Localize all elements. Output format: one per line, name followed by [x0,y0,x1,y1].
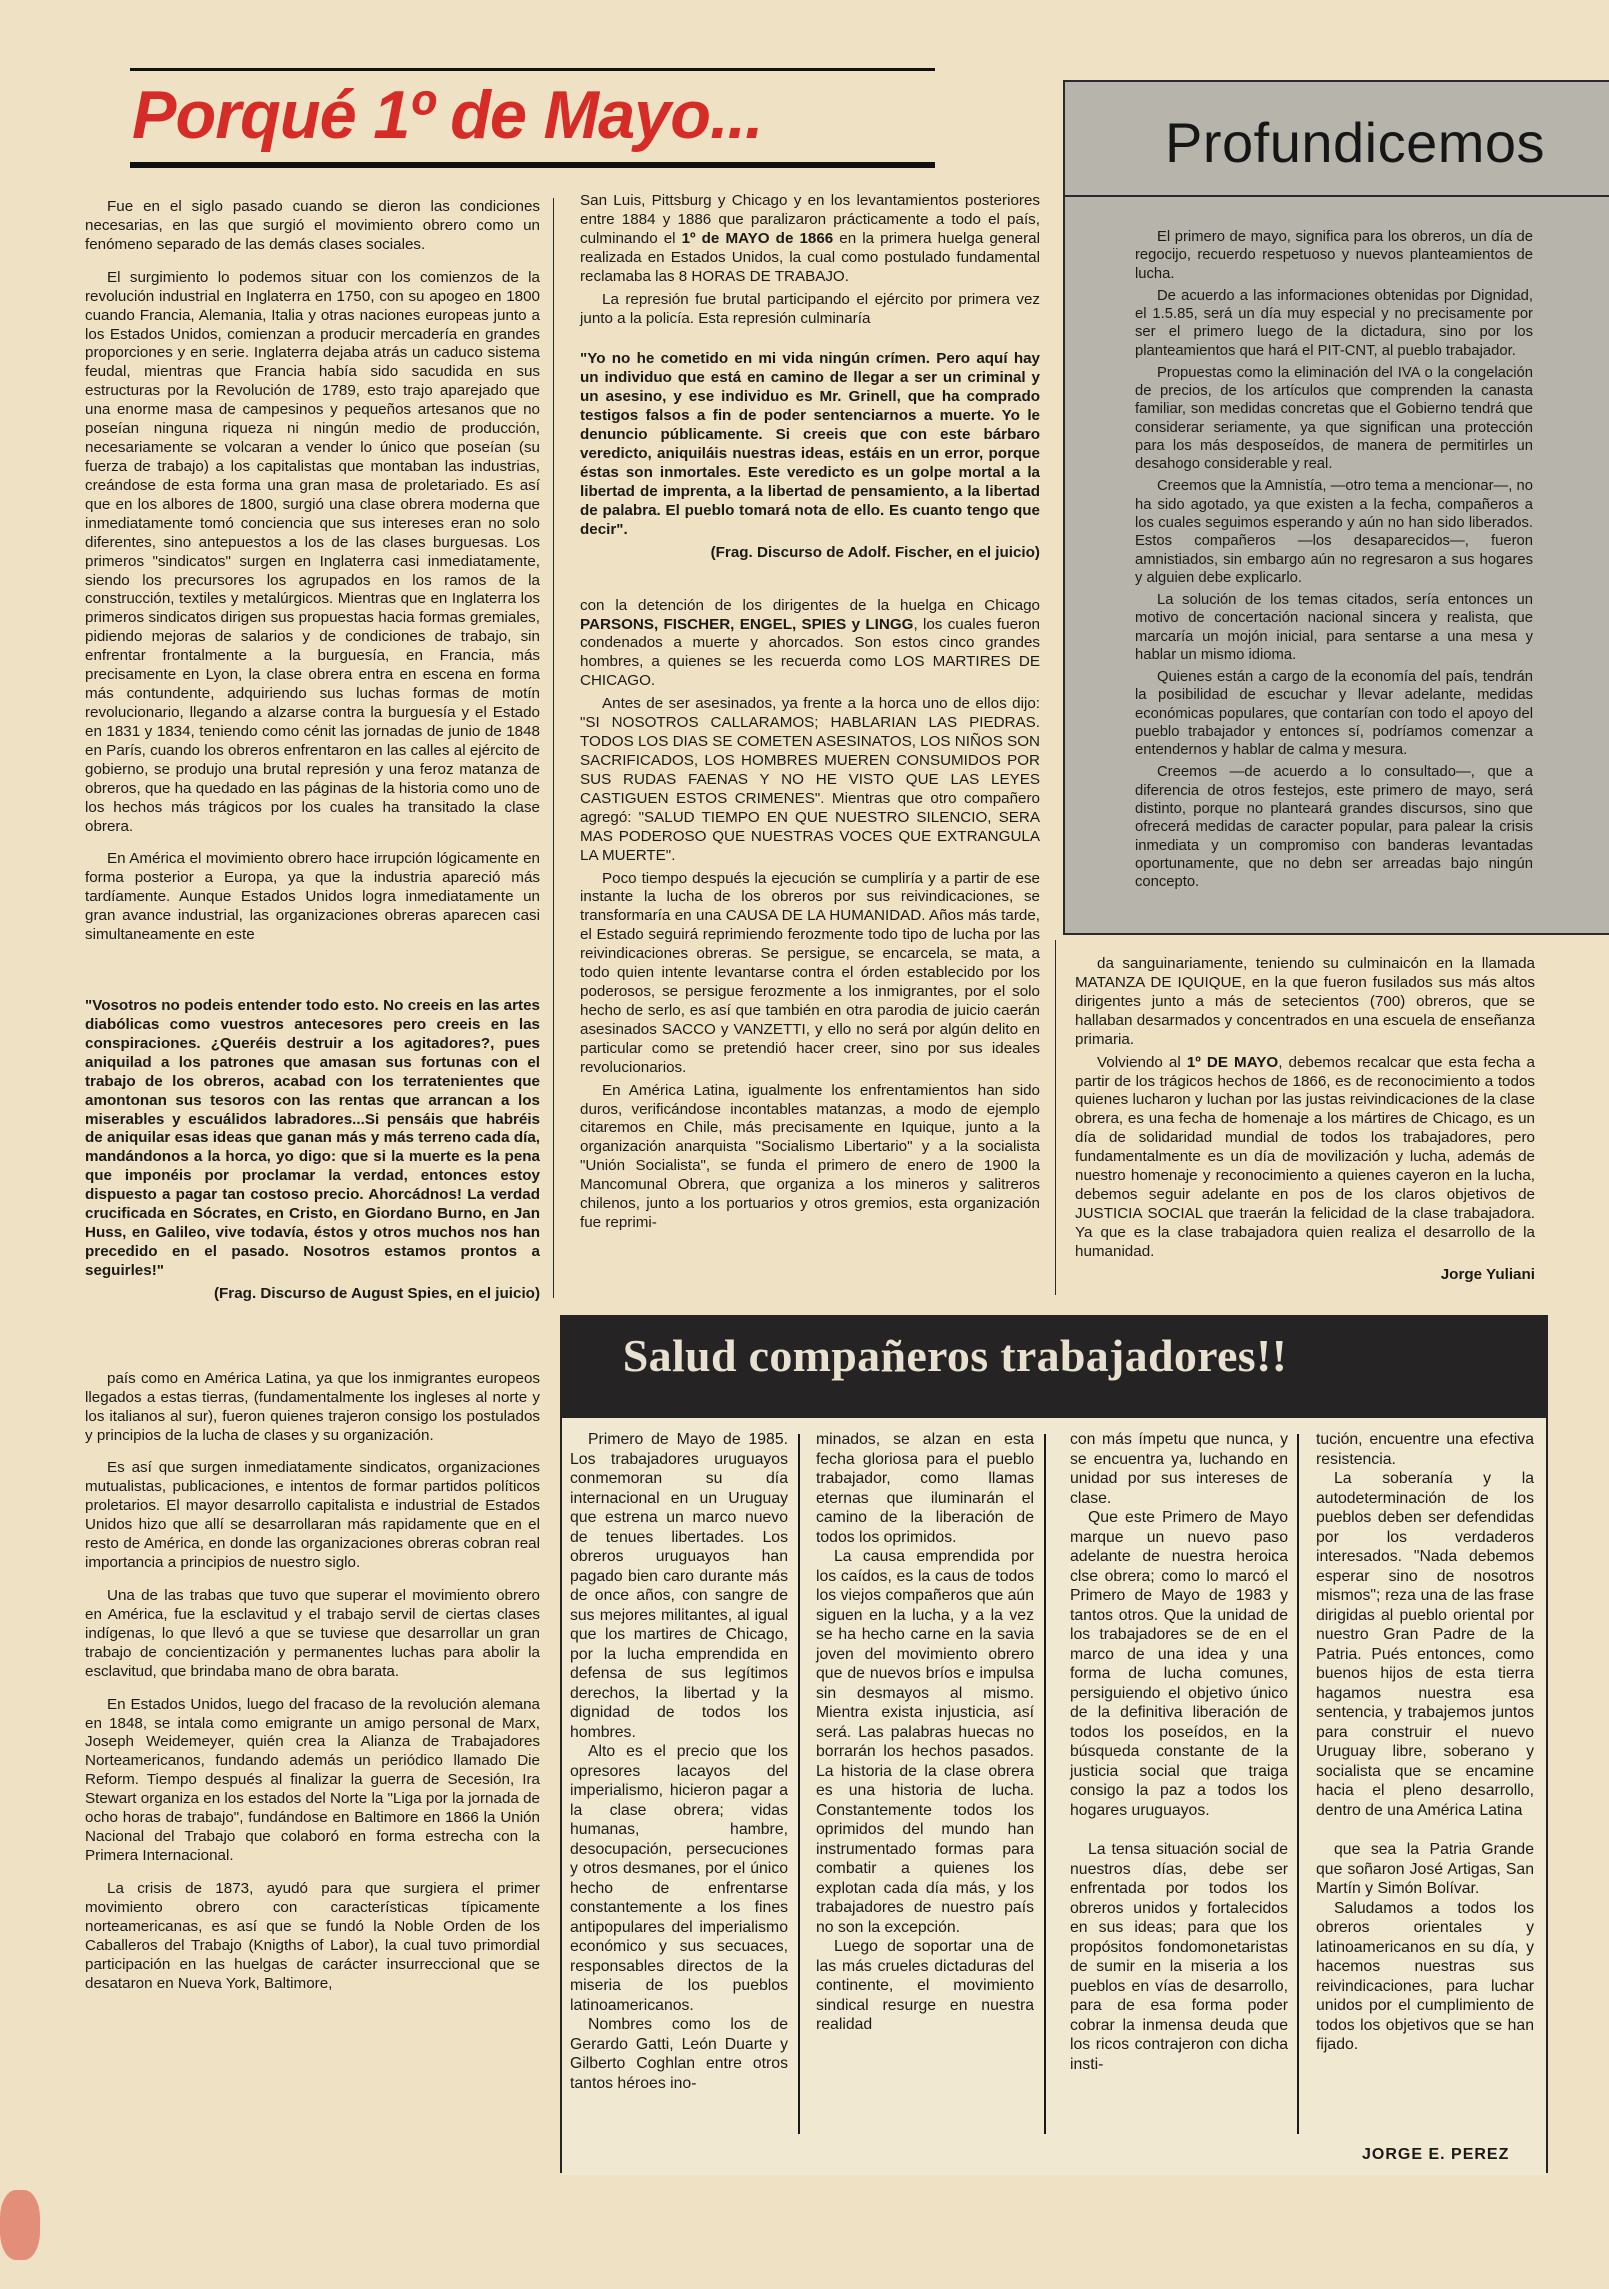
article-paragraph: da sanguinariamente, teniendo su culminaicón en la llamada MATANZA DE IQUIQUE, en la que fueron fusilados sus más altos dirigentes junto a más de setecientos (700) obreros, que se hallaban desarmados y concentrados en una escuela de enseñanza primaria. [1075,955,1535,1048]
fischer-quote-source: (Frag. Discurso de Adolf. Fischer, en el juicio) [710,543,1040,561]
text-run-bold: 1º DE MAYO [1186,1053,1279,1071]
article-column-1 [85,198,540,2007]
red-ink-stain [0,2190,40,2260]
page-headline: Porqué 1º de Mayo... [132,77,763,153]
salud-paragraph: La causa emprendida por los caídos, es la caus de todos los viejos compañeros que aún siguen en la lucha, y a la vez se ha hecho carne en la savia joven del movimiento obrero que de nuevos bríos e impulsa sin desmayos al mismo. Mientra exista injusticia, así será. Las palabras huecas no borrarán los hechos pasados. La historia de la clase obrera es una historia de lucha. Constantemente todos los oprimidos del mundo han instrumentado formas para combatir a quienes los explotan cada día más, y los trabajadores de nuestro país no son la excepción. [816,1548,1034,1936]
article-paragraph: En América el movimiento obrero hace irrupción lógicamente en forma posterior a Europa, ya que la industria apareció más tardíamente. Aunque Estados Unidos logra inmediatamente un gran avance industrial, las organizaciones obreras aparecen casi simultaneamente en este [85,850,540,944]
salud-column-divider [1297,1434,1299,2134]
salud-column-2 [816,1430,1034,2035]
article-column-3 [1075,955,1535,1299]
salud-column-4 [1316,1430,1534,2055]
article-paragraph: En Estados Unidos, luego del fracaso de la revolución alemana en 1848, se intala como emigrante un amigo personal de Marx, Joseph Weidemeyer, quién crea la Alianza de Trabajadores Norteamericanos, fundando además un periódico llamado Die Reform. Tiempo después al finalizar la guerra de Secesión, Ira Stewart organiza en los estados del Norte la "Liga por la jornada de ocho horas de trabajo", fundándose en Baltimore en 1866 la Unión Nacional del Trabajo que colaboró en forma estrecha con la Primera Internacional. [85,1695,540,1864]
salud-signature: JORGE E. PEREZ [1362,2146,1510,2163]
salud-paragraph: Alto es el precio que los opresores lacayos del imperialismo, hicieron pagar a la clase obrera; vidas humanas, hambre, desocupación, persecuciones y otros desmanes, por el único hecho de enfrentarse constantemente a los fines antipopulares del imperialismo económico y sus secuaces, responsables directos de la miseria de los pueblos latinoamericanos. [570,1743,788,2014]
spies-quote: "Vosotros no podeis entender todo esto. No creeis en las artes diabólicas como vuestros antecesores pero creeis en las conspiraciones. ¿Queréis destruir a los agitadores?, pues aniquilad a los patrones que amasan sus fortunas con el trabajo de los obreros, acabad con los terratenientes que amontonan sus tesoros con las rentas que arrancan a los miserables y escuálidos labradores...Si pensáis que habréis de aniquilar esas ideas que ganan más y más terreno cada día, mandándonos a la horca, yo digo: que si la muerte es la pena que imponéis por proclamar la verdad, entonces estoy dispuesto a pagar tan costoso precio. Ahorcádnos! La verdad crucificada en Sócrates, en Cristo, en Giordano Burno, en Jan Huss, en Galileo, vive todavía, éstos y otros muchos nos han precedido en el pasado. Nosotros estamos prontos a seguirles!" [85,997,540,1279]
sidebar-paragraph: La solución de los temas citados, sería entonces un motivo de concertación nacional sincera y realista, que marcaría un mojón inicial, para sentarse a una mesa y hablar un mismo idioma. [1135,592,1533,663]
article-paragraph [1075,1054,1535,1262]
text-run: Volviendo al [1097,1053,1187,1071]
article-paragraph: El surgimiento lo podemos situar con los comienzos de la revolución industrial en Inglaterra en 1750, con su apogeo en 1800 cuando Francia, Alemania, Italia y otras naciones europeas junto a los Estados Unidos, comienzan a producir mercadería en grandes proporciones y en serie. Inglaterra dejaba atrás un caduco sistema feudal, mientras que Francia había sido sacudida en sus estructuras por la Revolución de 1789, esto trajo aparejado que una enorme masa de campesinos y pequeños artesanos que no poseían ninguna riqueza ni ningún medio de producción, necesariamente se volcaran a vender lo único que poseían (su fuerza de trabajo) a los capitalistas que montaban las industrias, creándose de esta forma una gran masa de proletariado. Es así que en los albores de 1800, surgió una clase obrera moderna que inmediatamente tomó conciencia que sus intereses eran no solo diferentes, sino antepuestos a los de las clases burguesas. Los primeros "sindicatos" surgen en Inglaterra casi inmediatamente, siendo los precursores los agrupados en los ramos de la construcción, textiles y metalúrgicos. Mientras que en Inglaterra los primeros sindicatos dirigen sus propuestas hacia formas gremiales, pidiendo mejoras de salarios y de condiciones de trabajo, sin enfrentar frontalmente a la burguesía, en Francia, más precisamente en Lyon, la clase obrera entra en escena en forma más contundente, adquiriendo sus luchas formas de motín revolucionario, llegando a alzarse contra la burguesía y el Estado en 1831 y 1834, teniendo como cénit las jornadas de junio de 1848 en París, cuando los obreros enfrentaron en las calles al ejército de gobierno, se produjo una brutal represión y una feroz matanza de obreros, que ha quedado en las páginas de la historia como uno de los hechos más trágicos por los cuales ha transitado la clase obrera. [85,268,540,835]
article-paragraph: En América Latina, igualmente los enfrentamientos han sido duros, verificándose incontables matanzas, a modo de ejemplo citaremos en Chile, más precisamente en Iquique, junto a la organización anarquista "Socialismo Libertario" y a la socialista "Unión Socialista", se funda el primero de enero de 1900 la Mancomunal Obrera, que organiza a los mineros y salitreros chilenos, junto a los portuarios y otros gremios, esta organización fue reprimi- [580,1081,1040,1232]
sidebar-paragraph: Quienes están a cargo de la economía del país, tendrán la posibilidad de escuchar y llevar adelante, medidas económicas populares, que contarían con todo el apoyo del pueblo trabajador y entonces sí, podríamos comenzar a entendernos y hablar de calma y mesura. [1135,669,1533,759]
article-signature: Jorge Yuliani [1440,1265,1535,1283]
text-run: , debemos recalcar que esta fecha a partir de los trágicos hechos de 1866, es de reconocimiento a todos quienes lucharon y luchan por las justas reivindicaciones de la clase obrera, es una fecha de homenaje a los mártires de Chicago, es un día de solidaridad mundial de todos los trabajadores, pero fundamentalmente es un día de movilización y lucha, además de nuestro homenaje y reconocimiento a quienes cayeron en la lucha, debemos seguir adelante en pos de los claros objetivos de JUSTICIA SOCIAL que traerán la felicidad de la clase trabajadora. Ya que es la clase trabajadora quien realiza el desarrollo de la humanidad. [1075,1053,1535,1260]
salud-paragraph: tución, encuentre una efectiva resistencia. [1316,1431,1534,1468]
salud-paragraph: Luego de soportar una de las más crueles dictaduras del continente, el movimiento sindical resurge en nuestra realidad [816,1938,1034,2033]
text-run: San Luis, Pittsburg y Chicago y en los levantamientos posteriores entre 1884 y 1886 que paralizaron prácticamente a todo el país, culminando el [580,192,1040,247]
salud-paragraph: Saludamos a todos los obreros orientales y latinoamericanos en su día, y hacemos nuestras sus reivindicaciones, para luchar unidos por el cumplimiento de todos los objetivos que se han fijado. [1316,1899,1534,2053]
article-paragraph: Fue en el siglo pasado cuando se dieron las condiciones necesarias, en las que surgió el movimiento obrero como un fenómeno separado de las demás clases sociales. [85,198,540,253]
salud-column-divider [798,1434,800,2134]
article-paragraph: La represión fue brutal participando el ejército por primera vez junto a la policía. Esta represión culminaría [580,290,1040,327]
salud-column-1 [570,1430,788,2093]
text-run-bold: PARSONS, FISCHER, ENGEL, SPIES y LINGG [580,615,914,633]
sidebar-paragraph: Creemos que la Amnistía, —otro tema a mencionar—, no ha sido agotado, ya que existen a la fecha, compañeros a los cuales seguimos esperando y aún no han sido liberados. Estos compañeros —los desaparecidos—, fueron amnistiados, sin embargo aún no regresaron a sus hogares y alguien debe explicarlo. [1135,478,1533,586]
column-divider [1055,940,1056,1295]
salud-column-divider [1044,1434,1046,2134]
salud-paragraph: La soberanía y la autodeterminación de los pueblos deben ser defendidas por los verdaderos interesados. "Nada debemos esperar sino de nosotros mismos"; reza una de las frase dirigidas al pueblo oriental por nuestro Gran Padre de la Patria. Pués entonces, como buenos hijos de esta tierra hagamos nuestra esa sentencia, y trabajemos juntos para construir el nuevo Uruguay libre, soberano y socialista que se encamine hacia el pleno desarrollo, dentro de una América Latina [1316,1470,1534,1819]
article-paragraph [580,192,1040,287]
article-column-2 [580,192,1040,1237]
spies-quote-source: (Frag. Discurso de August Spies, en el juicio) [213,1284,540,1302]
sidebar-paragraph: Creemos —de acuerdo a lo consultado—, que a diferencia de otros festejos, este primero de mayo, será distinto, porque no planteará grandes discursos, sino que ofrecerá medidas de caracter popular, para palear la crisis inmediata y un compromiso con banderas levantadas oportunamente, que no debn ser arreadas bajo ningún concepto. [1135,764,1533,891]
profundicemos-title: Profundicemos [1165,111,1546,174]
text-run: con la detención de los dirigentes de la huelga en Chicago [580,596,1040,614]
salud-paragraph: Nombres como los de Gerardo Gatti, León Duarte y Gilberto Coghlan entre otros tantos héroes ino- [570,2016,788,2092]
salud-paragraph: que sea la Patria Grande que soñaron José Artigas, San Martín y Simón Bolívar. [1316,1841,1534,1897]
article-paragraph: La crisis de 1873, ayudó para que surgiera el primer movimiento obrero con características típicamente norteamericanas, es así que se fundó la Noble Orden de los Caballeros del Trabajo (Knigths of Labor), la cual tuvo primordial participación en las huelgas de carácter insurreccional que se desataron en Nueva York, Baltimore, [85,1879,540,1992]
text-run: , los cuales fueron condenados a muerte y ahorcados. Son estos cinco grandes hombres, a quienes se les recuerda como LOS MARTIRES DE CHICAGO. [580,615,1040,690]
article-paragraph [580,597,1040,692]
article-paragraph: Poco tiempo después la ejecución se cumpliría y a partir de ese instante la lucha de los obreros por sus reivindicaciones, se transformaría en una CAUSA DE LA HUMANIDAD. Años más tarde, el Estado seguirá reprimiendo ferozmente todo tipo de lucha por las reivindicaciones obreras. Se persigue, se encarcela, se mata, a todo quien intente levantarse contra el órden establecido por los poderosos, se persigue ferozmente a los inmigrantes, por el solo hecho de serlo, es así que también en otra parodia de juicio caerán asesinados SACCO y VANZETTI, y ello no será por algún delito en particular como se pretendió hacer creer, sino por sus ideales revolucionarios. [580,869,1040,1076]
column-divider [553,198,554,1298]
salud-paragraph: Primero de Mayo de 1985. Los trabajadores uruguayos conmemoran su día internacional en un Uruguay que estrena un marco nuevo de tenues libertades. Los obreros uruguayos han pagado bien caro durante más de once años, con sangre de sus mejores militantes, al igual que los martires de Chicago, por la lucha emprendida en defensa de sus legítimos derechos, la libertad y la dignidad de todos los hombres. [570,1431,788,1741]
salud-paragraph: La tensa situación social de nuestros días, debe ser enfrentada por todos los obreros unidos y fortalecidos en sus ideas; para que los propósitos fondomonetaristas de sumir en la miseria a los pueblos en vías de desarrollo, para de esa forma poder cobrar la inmensa deuda que los ricos contrajeron con dicha insti- [1070,1841,1288,2073]
profundicemos-body [1135,228,1533,895]
text-run-bold: 1º de MAYO de 1866 [681,229,834,247]
salud-paragraph: con más ímpetu que nunca, y se encuentra ya, luchando en unidad por sus intereses de clase. [1070,1431,1288,1507]
sidebar-paragraph: El primero de mayo, significa para los obreros, un día de regocijo, recuerdo respetuoso y nuevos planteamientos de lucha. [1135,229,1533,282]
article-paragraph: Es así que surgen inmediatamente sindicatos, organizaciones mutualistas, publicaciones, e intentos de formar partidos políticos proletarios. El mayor desarrollo capitalista e industrial de Estados Unidos hizo que allí se desarrollaran más rapidamente que en el resto de América, en donde las organizaciones obreras cobran real importancia a principios de nuestro siglo. [85,1459,540,1572]
fischer-quote: "Yo no he cometido en mi vida ningún crímen. Pero aquí hay un individuo que está en camino de llegar a ser un criminal y un asesino, y ese individuo es Mr. Grinell, que ha comprado testigos falsos a fin de poder sentenciarnos a muerte. Yo le denuncio públicamente. Si creeis que con este bárbaro veredicto, aniquiláis nuestras ideas, estáis en un error, porque éstas son inmortales. Este veredicto es un golpe mortal a la libertad de imprenta, a la libertad de pensamiento, a la libertad de palabra. El pueblo tomará nota de ello. Es cuanto tengo que decir". [580,350,1040,538]
article-paragraph: Antes de ser asesinados, ya frente a la horca uno de ellos dijo: "SI NOSOTROS CALLARAMOS; HABLARIAN LAS PIEDRAS. TODOS LOS DIAS SE COMETEN ASESINATOS, LOS NIÑOS SON SACRIFICADOS, LOS HOMBRES MUEREN CONSUMIDOS POR SUS RUDAS FAENAS Y NO HE VISTO QUE LAS LEYES CASTIGUEN ESTOS CRIMENES". Mientras que otro compañero agregó: "SALUD TIEMPO EN QUE NUESTRO SILENCIO, SERA MAS PODEROSO QUE NUESTRAS VOCES QUE EXTRANGULA LA MUERTE". [580,695,1040,864]
salud-paragraph: Que este Primero de Mayo marque un nuevo paso adelante de nuestra heroica clse obrera; como lo marcó el Primero de Mayo de 1983 y tantos otros. Que la unidad de los trabajadores se de en el marco de una idea y una forma de lucha comunes, persiguiendo el objetivo único de la definitiva liberación de todos los poseídos, en la búsqueda constante de la justicia social que traiga consigo la paz a todos los hogares uruguayos. [1070,1509,1288,1819]
text-run: en la primera huelga general realizada en Estados Unidos, la cual como postulado fundamental reclamaba las 8 HORAS DE TRABAJO. [580,229,1040,285]
article-paragraph: país como en América Latina, ya que los inmigrantes europeos llegados a estas tierras, (fundamentalmente los ingleses al norte y los italianos al sur), fueron quienes trajeron consigo los postulados y principios de la lucha de clases y su organización. [85,1369,540,1444]
profundicemos-title-rule [1063,195,1609,197]
sidebar-paragraph: Propuestas como la eliminación del IVA o la congelación de precios, de los artículos que comprenden la canasta familiar, son medidas concretas que el Gobierno tendrá que considerar seriamente, ya que significan una protección para los más desposeídos, de manera de permitirles un desahogo considerable y real. [1135,364,1533,473]
salud-paragraph: minados, se alzan en esta fecha gloriosa para el pueblo trabajador, como llamas eternas que iluminarán el camino de la liberación de todos los oprimidos. [816,1431,1034,1546]
salud-title: Salud compañeros trabajadores!! [622,1330,1288,1381]
article-paragraph: Una de las trabas que tuvo que superar el movimiento obrero en América, fue la esclavitud y el trabajo servil de ciertas clases indígenas, lo que llevó a que se tuviese que desarrollar un gran trabajo de concientización y permanentes luchas para abolir la esclavitud, que brindaba mano de obra barata. [85,1587,540,1680]
sidebar-paragraph: De acuerdo a las informaciones obtenidas por Dignidad, el 1.5.85, será un día muy especial y no precisamente por ser el primero luego de la dictadura, sino por los planteamientos que hará el PIT-CNT, al pueblo trabajador. [1135,287,1533,359]
headline-rule-bottom [130,162,935,168]
salud-column-3 [1070,1430,1288,2074]
